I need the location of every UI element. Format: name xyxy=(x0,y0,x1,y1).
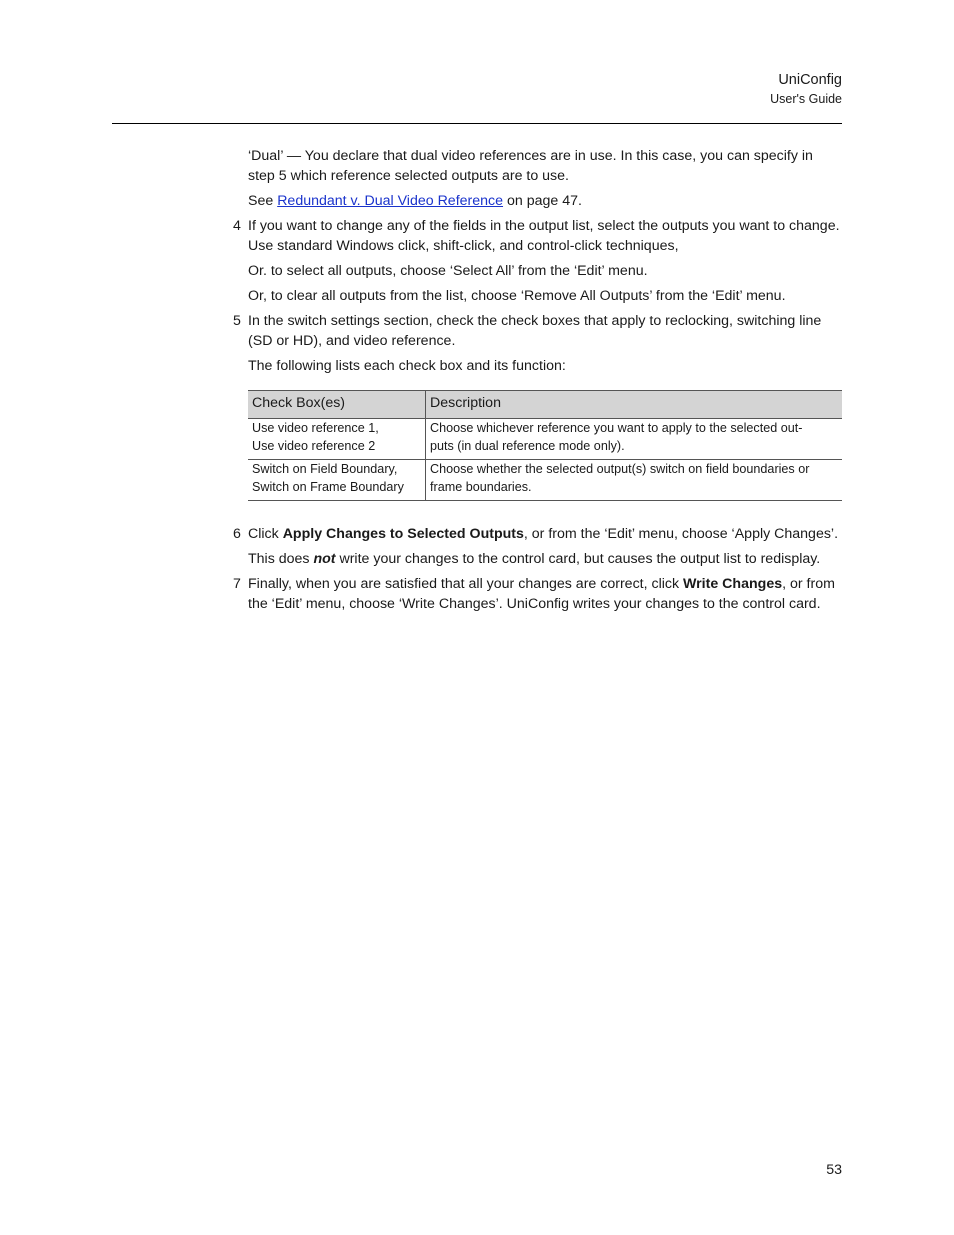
step-text-prefix: Click xyxy=(248,526,283,542)
header-rule xyxy=(112,123,842,124)
step-text-suffix: , or from the ‘Edit’ menu, choose ‘Apply Changes’. xyxy=(523,526,839,542)
cell-line: Choose whether the selected output(s) switch on field boundaries or xyxy=(430,462,810,476)
step-text-suffix: , or from the ‘Edit’ menu, choose ‘Write Changes’. UniConfig writes your changes to the control card. xyxy=(248,576,835,612)
running-header xyxy=(770,70,842,108)
table-row xyxy=(248,419,842,460)
cell-line: Switch on Field Boundary, xyxy=(252,462,398,476)
header-subtitle: User's Guide xyxy=(770,92,842,106)
step-text: In the switch settings section, check the check boxes that apply to reclocking, switching line (SD or HD), and video reference. xyxy=(248,313,822,349)
table-cell-description xyxy=(426,460,843,501)
note-suffix: write your changes to the control card, but causes the output list to redisplay. xyxy=(335,551,821,567)
step-number: 7 xyxy=(233,576,241,592)
table-cell-checkboxes xyxy=(248,460,426,501)
step-5 xyxy=(233,311,842,351)
step-text-prefix: Finally, when you are satisfied that all your changes are correct, click xyxy=(248,576,684,592)
step-5-followup: The following lists each check box and its function: xyxy=(248,358,566,374)
cell-line: Use video reference 2 xyxy=(252,438,376,453)
apply-changes-label: Apply Changes to Selected Outputs xyxy=(282,526,524,542)
check-box-table xyxy=(248,390,842,501)
step-number: 5 xyxy=(233,313,241,329)
table-row xyxy=(248,460,842,501)
note-prefix: This does xyxy=(248,551,314,567)
step-7 xyxy=(233,574,842,614)
cell-line: puts (in dual reference mode only). xyxy=(430,438,625,453)
see-suffix: on page 47. xyxy=(503,193,582,209)
step-text: If you want to change any of the fields in the output list, select the outputs you want to change. Use standard Windows click, shift-click, and control-click techniques, xyxy=(248,218,840,254)
step-4-option-remove-all: Or, to clear all outputs from the list, choose ‘Remove All Outputs’ from the ‘Edit’ menu. xyxy=(248,288,786,304)
header-title: UniConfig xyxy=(778,72,842,88)
step-6 xyxy=(233,524,842,544)
table-cell-checkboxes xyxy=(248,419,426,460)
step-6-note xyxy=(248,549,842,569)
see-prefix: See xyxy=(248,193,278,209)
cell-line: Choose whichever reference you want to apply to the selected out- xyxy=(430,421,803,435)
write-changes-label: Write Changes xyxy=(683,576,783,592)
cell-line: Switch on Frame Boundary xyxy=(252,479,404,494)
redundant-dual-reference-link[interactable]: Redundant v. Dual Video Reference xyxy=(277,193,504,209)
step-4 xyxy=(233,216,842,256)
table-header-description: Description xyxy=(426,391,843,419)
dual-paragraph: ‘Dual’ — You declare that dual video references are in use. In this case, you can specify in step 5 which reference selected outputs are to use. xyxy=(248,148,813,184)
cell-line: frame boundaries. xyxy=(430,479,532,494)
table-cell-description xyxy=(426,419,843,460)
note-emphasis: not xyxy=(313,551,336,567)
cell-line: Use video reference 1, xyxy=(252,421,379,435)
step-4-option-select-all: Or. to select all outputs, choose ‘Select All’ from the ‘Edit’ menu. xyxy=(248,263,648,279)
page-body xyxy=(233,146,842,619)
step-number: 6 xyxy=(233,526,241,542)
see-reference xyxy=(248,191,842,211)
table-header-row xyxy=(248,391,842,419)
step-number: 4 xyxy=(233,218,241,234)
page-number: 53 xyxy=(826,1162,842,1178)
table-header-checkboxes: Check Box(es) xyxy=(248,391,426,419)
